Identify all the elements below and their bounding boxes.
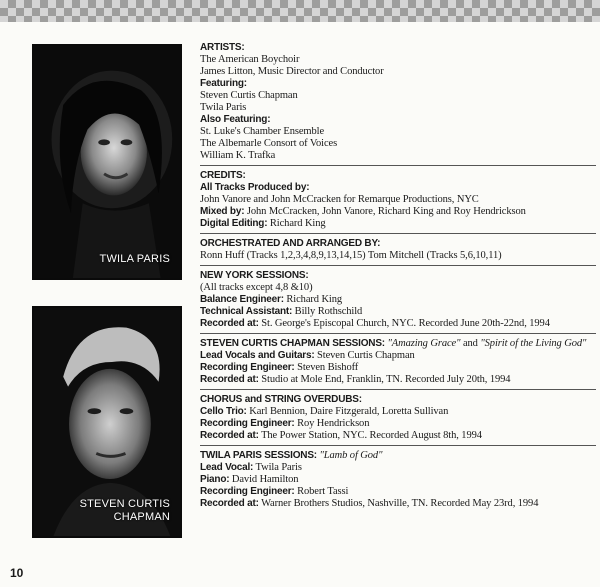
credit-value: Twila Paris [255,462,302,473]
credit-value: The Power Station, NYC. Recorded August 8th, 1994 [261,430,482,441]
mixed-label: Mixed by: [200,206,245,217]
section-heading: NEW YORK SESSIONS: [200,270,309,281]
artists-section [200,42,596,166]
photo-caption [80,498,170,524]
page-number: 10 [10,566,24,580]
credit-value: John Vanore and John McCracken for Remarque Productions, NYC [200,194,479,205]
song-title: "Amazing Grace" [387,338,461,349]
caption-line: CHAPMAN [113,511,170,523]
scc-section [200,338,596,390]
orchestrated-section [200,238,596,266]
recorded-label: Recorded at: [200,498,259,509]
artist-line: William K. Trafka [200,150,276,161]
featuring-label: Featuring: [200,78,247,89]
artist-line: Steven Curtis Chapman [200,90,298,101]
credit-value: Ronn Huff (Tracks 1,2,3,4,8,9,13,14,15) Tom Mitchell (Tracks 5,6,10,11) [200,250,502,261]
twila-section [200,450,596,510]
cello-label: Cello Trio: [200,406,247,417]
tech-label: Technical Assistant: [200,306,293,317]
steven-curtis-chapman-photo [32,306,182,538]
section-heading: STEVEN CURTIS CHAPMAN SESSIONS: [200,338,385,349]
engineer-label: Recording Engineer: [200,362,295,373]
credit-value: Steven Bishoff [297,362,359,373]
credit-value: Richard King [269,218,326,229]
section-heading: CHORUS and STRING OVERDUBS: [200,394,362,405]
credit-value: John McCracken, John Vanore, Richard King and Roy Hendrickson [246,206,526,217]
lead-label: Lead Vocal: [200,462,254,473]
piano-label: Piano: [200,474,230,485]
artist-line: The American Boychoir [200,54,300,65]
editing-label: Digital Editing: [200,218,268,229]
also-featuring-label: Also Featuring: [200,114,271,125]
twila-paris-photo [32,44,182,280]
credit-value: Richard King [286,294,343,305]
credit-value: Karl Bennion, Daire Fitzgerald, Loretta Sullivan [249,406,449,417]
recorded-label: Recorded at: [200,430,259,441]
song-title: "Spirit of the Living God" [480,338,587,349]
portrait-twila [34,46,180,278]
recorded-label: Recorded at: [200,374,259,385]
credit-value: Robert Tassi [297,486,349,497]
decorative-top-band [0,0,600,22]
chorus-section [200,394,596,446]
credit-value: Warner Brothers Studios, Nashville, TN. Recorded May 23rd, 1994 [261,498,539,509]
new-york-section [200,270,596,334]
section-heading: CREDITS: [200,170,246,181]
song-title: "Lamb of God" [319,450,383,461]
engineer-label: Recording Engineer: [200,486,295,497]
credit-value: Roy Hendrickson [297,418,370,429]
photo-caption: TWILA PARIS [99,253,170,265]
artist-line: St. Luke's Chamber Ensemble [200,126,325,137]
credit-value: Studio at Mole End, Franklin, TN. Recorded July 20th, 1994 [261,374,511,385]
section-heading: ARTISTS: [200,42,245,53]
caption-line: STEVEN CURTIS [79,498,170,510]
engineer-label: Recording Engineer: [200,418,295,429]
balance-label: Balance Engineer: [200,294,284,305]
section-heading: ORCHESTRATED AND ARRANGED BY: [200,238,381,249]
conjunction: and [462,338,478,349]
artist-line: James Litton, Music Director and Conductor [200,66,384,77]
credit-value: Steven Curtis Chapman [317,350,415,361]
section-note: (All tracks except 4,8 &10) [200,282,313,293]
produced-label: All Tracks Produced by: [200,182,310,193]
credits-column [200,42,596,510]
artist-line: The Albemarle Consort of Voices [200,138,338,149]
section-heading: TWILA PARIS SESSIONS: [200,450,317,461]
lead-label: Lead Vocals and Guitars: [200,350,315,361]
credit-value: St. George's Episcopal Church, NYC. Recorded June 20th-22nd, 1994 [261,318,550,329]
artist-line: Twila Paris [200,102,247,113]
credit-value: Billy Rothschild [294,306,363,317]
recorded-label: Recorded at: [200,318,259,329]
credit-value: David Hamilton [231,474,299,485]
credits-section [200,170,596,234]
